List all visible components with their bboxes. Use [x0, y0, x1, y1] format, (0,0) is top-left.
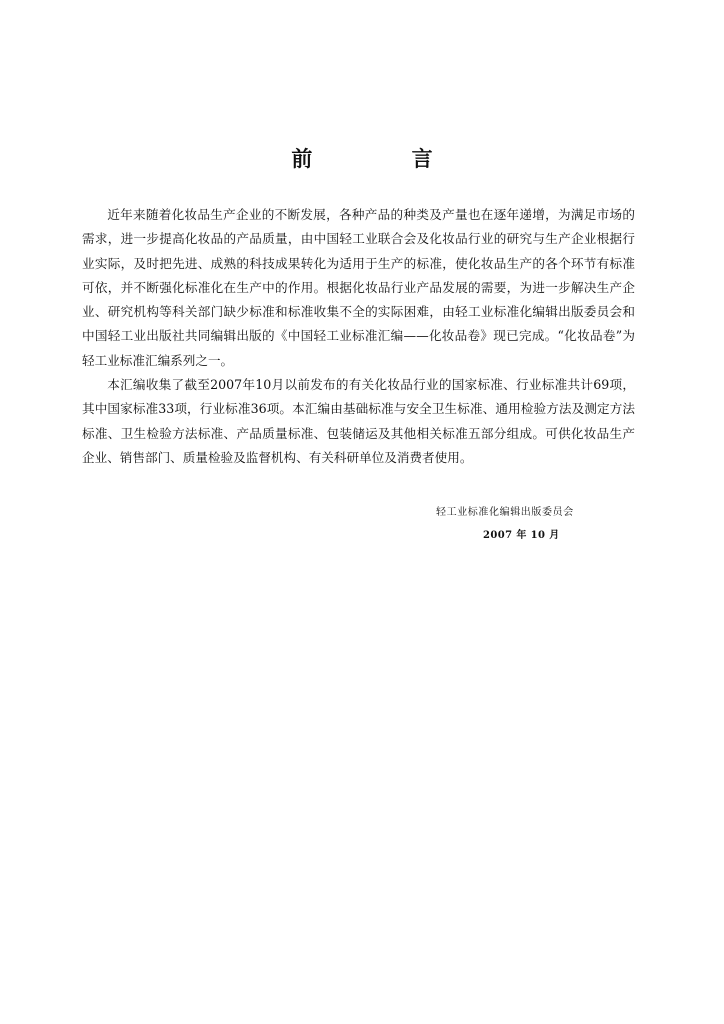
signoff-organization: 轻工业标准化编辑出版委员会 [436, 507, 574, 518]
preface-body [82, 203, 635, 470]
signoff-date: 2007 年 10 月 [483, 530, 560, 541]
preface-paragraph-1: 近年来随着化妆品生产企业的不断发展，各种产品的种类及产量也在逐年递增，为满足市场的需求，进一步提高化妆品的产品质量，由中国轻工业联合会及化妆品行业的研究与生产企业根据行业实际，及时把先进、成熟的科技成果转化为适用于生产的标准，使化妆品生产的各个环节有标准可依，并不断强化标准化在生产中的作用。根据化妆品行业产品发展的需要，为进一步解决生产企业、研究机构等科关部门缺少标准和标准收集不全的实际困难，由轻工业标准化编辑出版委员会和中国轻工业出版社共同编辑出版的《中国轻工业标准汇编——化妆品卷》现已完成。“化妆品卷”为轻工业标准汇编系列之一。 [82, 207, 635, 368]
page-title: 前 言 [291, 147, 479, 171]
preface-paragraph-2: 本汇编收集了截至2007年10月以前发布的有关化妆品行业的国家标准、行业标准共计69项，其中国家标准33项，行业标准36项。本汇编由基础标准与安全卫生标准、通用检验方法及测定方法标准、卫生检验方法标准、产品质量标准、包装储运及其他相关标准五部分组成。可供化妆品生产企业、销售部门、质量检验及监督机构、有关科研单位及消费者使用。 [82, 377, 635, 465]
